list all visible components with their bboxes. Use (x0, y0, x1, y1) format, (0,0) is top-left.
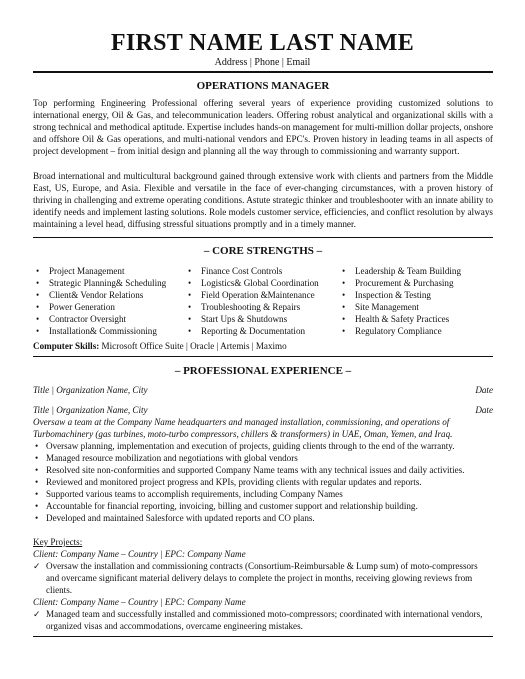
computer-skills-label: Computer Skills: (33, 341, 100, 351)
job-title-heading: OPERATIONS MANAGER (196, 80, 330, 92)
strength-item: • Inspection & Testing (342, 289, 461, 301)
job-2-title: Title | Organization Name, City (33, 405, 148, 415)
strength-item: • Logistics& Global Coordination (188, 277, 319, 289)
job-2-date: Date (475, 405, 493, 415)
strength-item: • Power Generation (36, 301, 166, 313)
project-2-list (33, 608, 493, 632)
job-2-description: Oversaw a team at the Company Name headquarters and managed installation, commissioning, and operations of Turbomachinery (gas turbines, moto-turbo compressors, chillers & transformers) in UAE, Oman, Yemen, and Iraq. (33, 417, 453, 439)
list-item: • Oversaw planning, implementation and execution of projects, guiding clients through to the end of the warranty. (33, 440, 493, 452)
project-1-list (33, 560, 493, 596)
list-item: • Resolved site non-conformities and supported Company Name teams with any technical issues and daily activities. (33, 464, 493, 476)
strength-item: • Health & Safety Practices (342, 313, 461, 325)
project-1-description: ✓ Oversaw the installation and commissioning contracts (Consortium-Reimbursable & Lump sum) of moto-compressors and overcame significant material delivery delays to complete the project in months, receiving glowing reviews from clients. (33, 560, 493, 596)
strength-item: • Strategic Planning& Scheduling (36, 277, 166, 289)
strength-item: • Site Management (342, 301, 461, 313)
strength-item: • Reporting & Documentation (188, 325, 319, 337)
strengths-column-2 (188, 265, 319, 337)
key-projects-label: Key Projects: (33, 537, 83, 547)
experience-heading: – PROFESSIONAL EXPERIENCE – (174, 365, 352, 377)
project-1-client: Client: Company Name – Country | EPC: Company Name (33, 549, 246, 559)
summary-paragraph-1: Top performing Engineering Professional offering several years of experience providing customized solutions to international energy, Oil & Gas, and telecommunication leaders. Offering robust analytical and organizational skills with a strong technical and methodical aptitude. Expertise includes hands-on management for multi-million dollar projects, onshore and offshore Oil & Gas operations, and multi-national vendors and EPC's. Proven history in leading teams in all aspects of project development – from initial design and planning all the way through to commissioning and warranty support. (33, 98, 493, 156)
candidate-name: FIRST NAME LAST NAME (110, 30, 415, 56)
list-item: • Reviewed and monitored project progress and KPIs, providing clients with regular updates and reports. (33, 476, 493, 488)
job-1-header (33, 384, 493, 396)
job-2-header (33, 404, 493, 416)
job-2-bullets (33, 440, 493, 524)
strength-item: • Troubleshooting & Repairs (188, 301, 319, 313)
core-strengths-heading: – CORE STRENGTHS – (203, 245, 323, 257)
strength-item: • Leadership & Team Building (342, 265, 461, 277)
strength-item: • Start Ups & Shutdowns (188, 313, 319, 325)
computer-skills-value: Microsoft Office Suite | Oracle | Artemis | Maximo (99, 341, 287, 351)
list-item: • Accountable for financial reporting, invoicing, billing and customer support and relationship building. (33, 500, 493, 512)
computer-skills (33, 340, 287, 352)
list-item: • Managed resource mobilization and negotiations with global vendors (33, 452, 493, 464)
strength-item: • Client& Vendor Relations (36, 289, 166, 301)
strength-item: • Regulatory Compliance (342, 325, 461, 337)
strengths-column-3 (342, 265, 461, 337)
strength-item: • Field Operation &Maintenance (188, 289, 319, 301)
strength-item: • Contractor Oversight (36, 313, 166, 325)
strengths-column-1 (36, 265, 166, 337)
header-divider (33, 71, 493, 73)
summary-divider (33, 237, 493, 238)
project-2-description: ✓ Managed team and successfully installed and commissioned moto-compressors; coordinated with international vendors, organized visas and accommodations, overcame engineering mistakes. (33, 608, 493, 632)
strength-item: • Procurement & Purchasing (342, 277, 461, 289)
strength-item: • Finance Cost Controls (188, 265, 319, 277)
list-item: • Developed and maintained Salesforce with updated reports and CO plans. (33, 512, 493, 524)
job-1-date: Date (475, 385, 493, 395)
contact-line: Address | Phone | Email (214, 57, 311, 68)
footer-divider (33, 636, 493, 637)
strength-item: • Installation& Commissioning (36, 325, 166, 337)
list-item: • Supported various teams to accomplish requirements, including Company Names (33, 488, 493, 500)
skills-divider (33, 356, 493, 357)
job-1-title: Title | Organization Name, City (33, 385, 148, 395)
summary-paragraph-2: Broad international and multicultural background gained through extensive work with clients and partners from the Middle East, US, Europe, and Asia. Flexible and versatile in the face of ever-changing circumstances, with a proven history of thriving in challenging and extreme operating conditions. Astute strategic thinker and troubleshooter with an innate ability to identify needs and implement lasting solutions. Role models customer service, efficiencies, and conflict resolution by always maintaining a level head, diffusing stressful situations promptly and in a timely manner. (33, 171, 493, 229)
strength-item: • Project Management (36, 265, 166, 277)
project-2-client: Client: Company Name – Country | EPC: Company Name (33, 597, 246, 607)
